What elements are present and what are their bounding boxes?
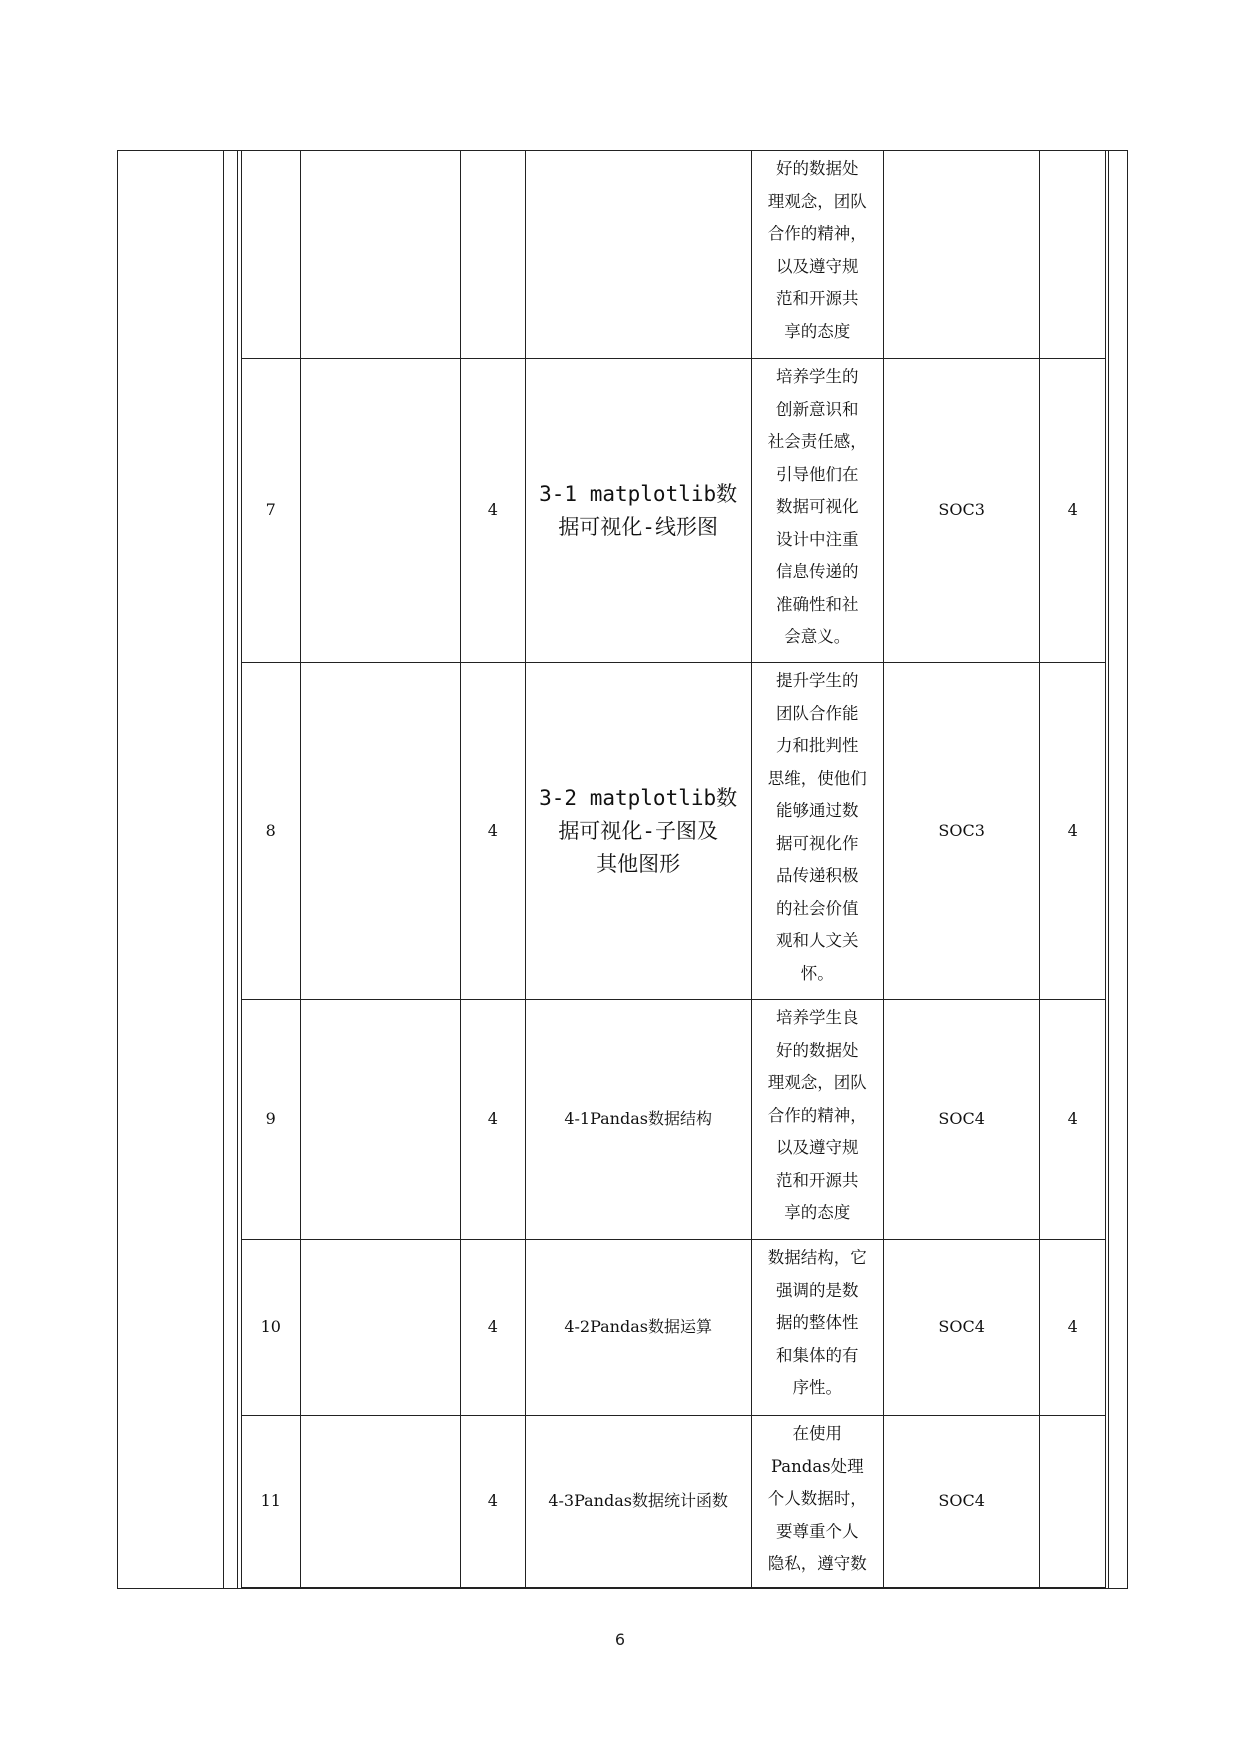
goal-line: 范和开源共: [776, 1170, 859, 1190]
row-goal: [751, 1240, 883, 1416]
table-row: [242, 151, 1106, 359]
row-number: 10: [242, 1240, 301, 1416]
topic-line: 3-1 matplotlib数: [539, 481, 738, 506]
table-row: [242, 1240, 1106, 1416]
goal-line: 能够通过数: [776, 801, 859, 820]
goal-line: 准确性和社: [776, 594, 859, 614]
goal-line: 力和批判性: [776, 736, 859, 755]
row-objective-code: SOC3: [883, 663, 1039, 1000]
table-row: [242, 359, 1106, 663]
goal-line: 在使用: [792, 1424, 843, 1443]
goal-line: 培养学生的: [776, 367, 859, 386]
goal-line: 提升学生的: [776, 671, 859, 690]
row-credit: 4: [1040, 359, 1106, 663]
row-col2: [300, 1000, 460, 1240]
row-hours: 4: [461, 663, 526, 1000]
row-goal: [751, 1416, 883, 1588]
goal-line: 好的数据处: [776, 159, 859, 178]
goal-line: 思维，使他们: [767, 768, 867, 788]
row-goal: [751, 1000, 883, 1240]
frame-divider-left: [223, 150, 224, 1589]
row-hours: 4: [461, 1240, 526, 1416]
goal-line: 个人数据时，: [767, 1489, 867, 1508]
goal-line: 合作的精神，: [767, 1105, 867, 1125]
row-number: [242, 151, 301, 359]
frame-divider-right: [1108, 150, 1109, 1589]
topic-line: 据可视化-线形图: [558, 514, 718, 539]
topic-line: 据可视化-子图及: [558, 818, 718, 843]
goal-line: 数据可视化: [776, 497, 859, 516]
row-objective-code: SOC3: [883, 359, 1039, 663]
row-topic: 4-3Pandas数据统计函数: [525, 1416, 751, 1588]
goal-line: 隐私，遵守数: [767, 1554, 867, 1573]
goal-line: 数据结构，它: [767, 1248, 867, 1267]
page-number: 6: [614, 1630, 626, 1649]
goal-line: 理观念，团队: [767, 1073, 867, 1092]
frame-divider-left-inner: [237, 150, 238, 1589]
row-objective-code: SOC4: [883, 1416, 1039, 1588]
goal-line: 信息传递的: [776, 562, 859, 581]
goal-line: 范和开源共: [776, 289, 859, 308]
row-hours: 4: [461, 359, 526, 663]
table-row: [242, 1000, 1106, 1240]
row-col2: [300, 1240, 460, 1416]
goal-line: 会意义。: [784, 627, 851, 646]
row-hours: 4: [461, 1416, 526, 1588]
goal-line: 观和人文关: [776, 931, 859, 950]
goal-line: 强调的是数: [776, 1280, 859, 1300]
goal-line: 序性。: [792, 1378, 843, 1397]
table-row: [242, 663, 1106, 1000]
goal-line: 合作的精神，: [767, 224, 867, 243]
row-credit: [1040, 1416, 1106, 1588]
row-topic: 4-2Pandas数据运算: [525, 1240, 751, 1416]
row-col2: [300, 359, 460, 663]
row-goal: [751, 151, 883, 359]
row-goal: [751, 359, 883, 663]
topic-line: 其他图形: [596, 851, 681, 876]
row-goal: [751, 663, 883, 1000]
row-topic: [525, 359, 751, 663]
goal-line: 好的数据处: [776, 1040, 859, 1060]
goal-line: Pandas处理: [770, 1456, 864, 1476]
row-col2: [300, 663, 460, 1000]
goal-line: 培养学生良: [776, 1008, 859, 1027]
goal-line: 理观念，团队: [767, 191, 867, 211]
row-hours: 4: [461, 1000, 526, 1240]
goal-line: 的社会价值: [776, 898, 859, 918]
row-credit: 4: [1040, 1240, 1106, 1416]
goal-line: 社会责任感，: [767, 432, 867, 451]
row-number: 7: [242, 359, 301, 663]
topic-line: 3-2 matplotlib数: [539, 785, 738, 810]
goal-line: 据可视化作: [776, 833, 859, 853]
row-hours: [461, 151, 526, 359]
table-row: [242, 1416, 1106, 1588]
row-objective-code: [883, 151, 1039, 359]
row-credit: [1040, 151, 1106, 359]
goal-line: 设计中注重: [776, 529, 859, 549]
row-topic: 4-1Pandas数据结构: [525, 1000, 751, 1240]
row-credit: 4: [1040, 1000, 1106, 1240]
goal-line: 引导他们在: [776, 464, 859, 484]
goal-line: 以及遵守规: [776, 256, 859, 276]
goal-line: 品传递积极: [776, 866, 859, 885]
goal-line: 以及遵守规: [776, 1138, 859, 1157]
row-topic: [525, 151, 751, 359]
row-objective-code: SOC4: [883, 1240, 1039, 1416]
goal-line: 怀。: [800, 963, 834, 983]
goal-line: 享的态度: [784, 1203, 851, 1222]
row-col2: [300, 151, 460, 359]
goal-line: 据的整体性: [776, 1313, 859, 1332]
course-schedule-table: [241, 150, 1106, 1588]
row-credit: 4: [1040, 663, 1106, 1000]
row-objective-code: SOC4: [883, 1000, 1039, 1240]
goal-line: 和集体的有: [776, 1345, 859, 1365]
goal-line: 要尊重个人: [776, 1521, 859, 1541]
row-topic: [525, 663, 751, 1000]
goal-line: 团队合作能: [776, 703, 859, 723]
row-col2: [300, 1416, 460, 1588]
goal-line: 享的态度: [784, 321, 851, 341]
goal-line: 创新意识和: [776, 399, 859, 419]
row-number: 8: [242, 663, 301, 1000]
row-number: 11: [242, 1416, 301, 1588]
row-number: 9: [242, 1000, 301, 1240]
